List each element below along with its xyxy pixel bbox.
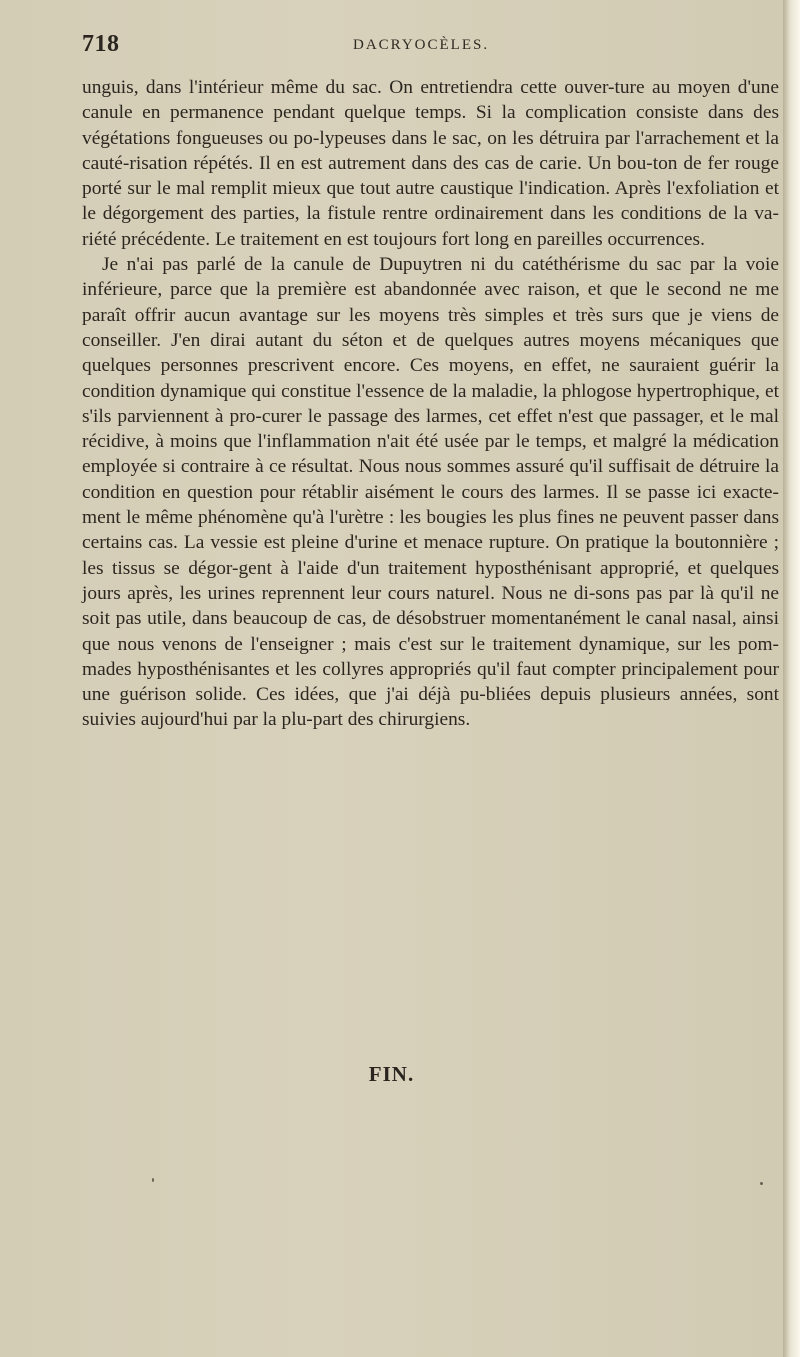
end-mark: FIN. xyxy=(368,1062,415,1086)
running-title: DACRYOCÈLES. xyxy=(353,37,490,53)
page-edge xyxy=(783,0,800,1357)
paragraph-1: unguis, dans l'intérieur même du sac. On entretiendra cette ouver-ture au moyen d'une canule en permanence pendant quelque temps. Si la complication consiste dans des végétations fongueuses ou po-lypeuses dans le sac, on les détruira par l'arrachement et la cauté-risation répétés. Il en est autrement dans des cas de carie. Un bou-ton de fer rouge porté sur le mal remplit mieux que tout autre caustique l'indication. Après l'exfoliation et le dégorgement des parties, la fistule rentre ordinairement dans les conditions de la va-riété précédente. Le traitement en est toujours fort long en pareilles occurrences. xyxy=(82,77,779,250)
paragraph-2: Je n'ai pas parlé de la canule de Dupuytren ni du catéthérisme du sac par la voie inférieure, parce que la première est abandonnée avec raison, et que le second ne me paraît offrir aucun avantage sur les moyens très simples et très surs que je viens de conseiller. J'en dirai autant du séton et de quelques autres moyens mécaniques que quelques personnes prescrivent encore. Ces moyens, en effet, ne sauraient guérir la condition dynamique qui constitue l'essence de la maladie, la phlogose hypertrophique, et s'ils parviennent à pro-curer le passage des larmes, cet effet n'est que passager, et le mal récidive, à moins que l'inflammation n'ait été usée par le temps, et malgré la médication employée si contraire à ce résultat. Nous nous sommes assuré qu'il suffisait de détruire la condition en question pour rétablir aisément le cours des larmes. Il se passe ici exacte-ment le même phénomène qu'à l'urètre : les bougies les plus fines ne peuvent passer dans certains cas. La vessie est pleine d'urine et menace rupture. On pratique la boutonnière ; les tissus se dégor-gent à l'aide d'un traitement hyposthénisant approprié, et quelques jours après, les urines reprennent leur cours naturel. Nous ne di-sons pas par là qu'il ne soit pas utile, dans beaucoup de cas, de désobstruer momentanément le canal nasal, ainsi que nous venons de l'enseigner ; mais c'est sur le traitement dynamique, sur les pom-mades hyposthénisantes et les collyres appropriés qu'il faut compter principalement pour une guérison solide. Ces idées, que j'ai déjà pu-bliées depuis plusieurs années, sont suivies aujourd'hui par la plu-part des chirurgiens. xyxy=(82,254,779,731)
ink-speck xyxy=(152,1178,154,1182)
page-header xyxy=(82,31,772,61)
body-text xyxy=(82,75,779,733)
ink-speck xyxy=(760,1182,763,1185)
page-number: 718 xyxy=(82,31,120,57)
